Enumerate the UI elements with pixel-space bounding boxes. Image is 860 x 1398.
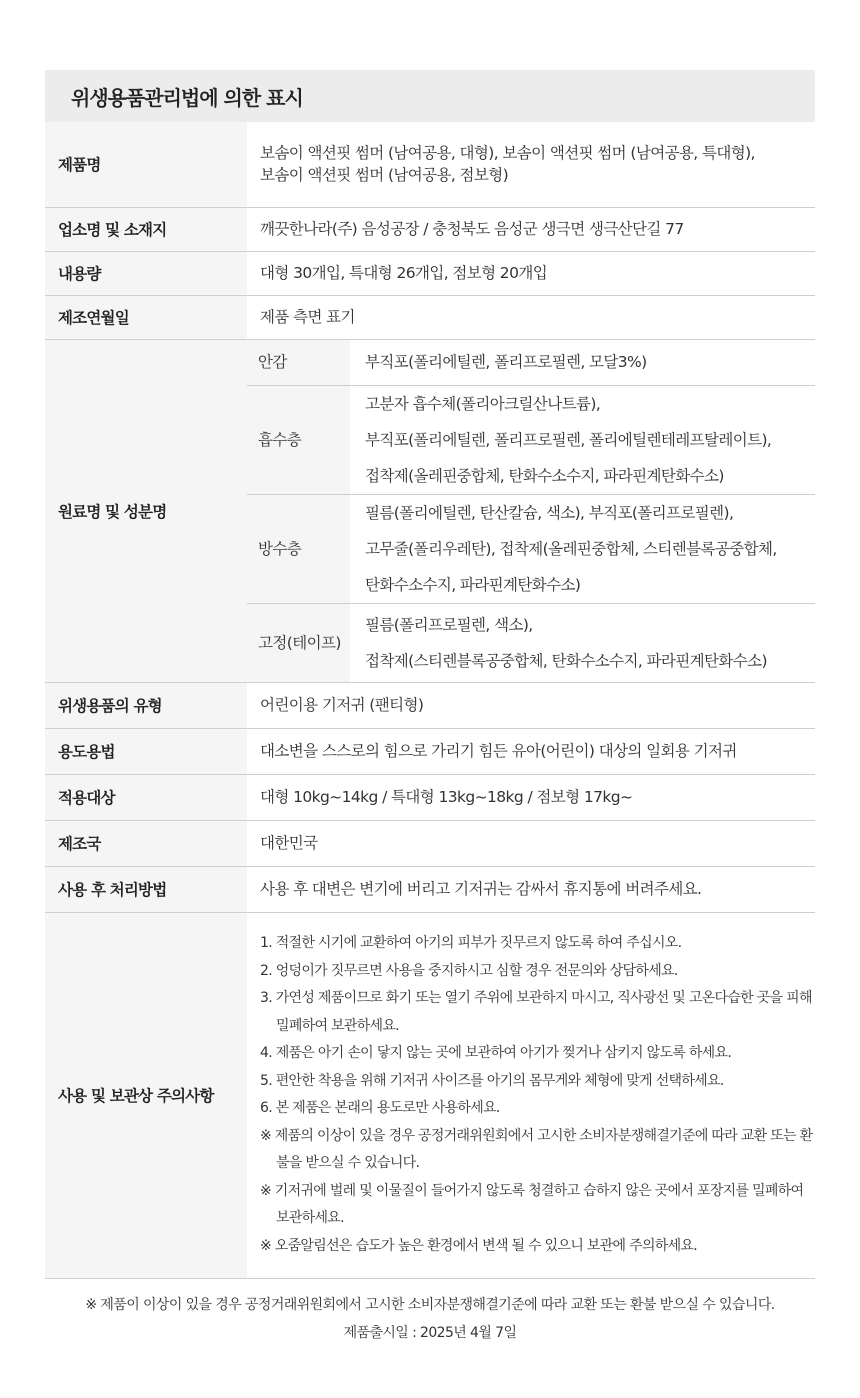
value-country: 대한민국 (247, 820, 815, 866)
row-materials (45, 339, 815, 682)
row-type (45, 682, 815, 728)
row-product-name (45, 122, 815, 207)
material-line: 접착제(스티렌블록공중합체, 탄화수소수지, 파라핀계탄화수소) (365, 651, 767, 670)
label-mfg-date: 제조연월일 (45, 295, 247, 339)
value-cautions (247, 912, 815, 1278)
value-company: 깨끗한나라(주) 음성공장 / 충청북도 음성군 생극면 생극산단길 77 (247, 207, 815, 251)
caution-item: 2. 엉덩이가 짓무르면 사용을 중지하시고 심할 경우 전문의와 상담하세요. (260, 962, 678, 979)
caution-item: 4. 제품은 아기 손이 닿지 않는 곳에 보관하여 아기가 찢거나 삼키지 않도록 하세요. (260, 1045, 732, 1061)
value-materials (247, 339, 815, 682)
material-line: 필름(폴리에틸렌, 탄산칼슘, 색소), 부직포(폴리프로필렌), (365, 504, 734, 522)
caution-note: ※ 제품의 이상이 있을 경우 공정거래위원회에서 고시한 소비자분쟁해결기준에 따라 교환 또는 환불을 받으실 수 있습니다. (260, 1127, 813, 1171)
row-disposal (45, 866, 815, 912)
material-row (247, 604, 815, 682)
material-name: 흡수층 (247, 386, 350, 495)
caution-note: ※ 기저귀에 벌레 및 이물질이 들어가지 않도록 청결하고 습하지 않은 곳에서 포장지를 밀폐하여 보관하세요. (260, 1182, 804, 1226)
material-detail (350, 604, 815, 682)
label-target: 적용대상 (45, 774, 247, 820)
value-type: 어린이용 기저귀 (팬티형) (247, 682, 815, 728)
caution-note: ※ 오줌알림선은 습도가 높은 환경에서 변색 될 수 있으니 보관에 주의하세요. (260, 1237, 698, 1254)
material-row (247, 340, 815, 386)
material-detail (350, 386, 815, 495)
material-detail (350, 495, 815, 604)
caution-item: 6. 본 제품은 본래의 용도로만 사용하세요. (260, 1100, 500, 1116)
value-contents: 대형 30개입, 특대형 26개입, 점보형 20개입 (247, 251, 815, 295)
caution-item: 3. 가연성 제품이므로 화기 또는 열기 주위에 보관하지 마시고, 직사광선 및 고온다습한 곳을 피해 밀폐하여 보관하세요. (260, 990, 812, 1034)
sheet-title: 위생용품관리법에 의한 표시 (45, 70, 815, 122)
value-product-name-line2: 보솜이 액션핏 썸머 (남여공용, 점보형) (260, 166, 509, 185)
caution-item: 5. 편안한 착용을 위해 기저귀 사이즈를 아기의 몸무게와 체형에 맞게 선택하세요. (260, 1072, 724, 1089)
row-company (45, 207, 815, 251)
material-detail (350, 340, 815, 386)
label-product-name: 제품명 (45, 122, 247, 207)
release-date: 제품출시일 : 2025년 4월 7일 (343, 1325, 517, 1341)
row-cautions (45, 912, 815, 1278)
label-disposal: 사용 후 처리방법 (45, 866, 247, 912)
row-target (45, 774, 815, 820)
value-mfg-date: 제품 측면 표기 (247, 295, 815, 339)
info-table (45, 122, 815, 1279)
row-country (45, 820, 815, 866)
value-usage: 대소변을 스스로의 힘으로 가리기 힘든 유아(어린이) 대상의 일회용 기저귀 (247, 728, 815, 774)
material-line: 탄화수소수지, 파라핀계탄화수소) (365, 576, 581, 594)
row-contents (45, 251, 815, 295)
value-product-name-line1: 보솜이 액션핏 썸머 (남여공용, 대형), 보솜이 액션핏 썸머 (남여공용, 특대형), (260, 144, 755, 163)
label-country: 제조국 (45, 820, 247, 866)
footer-note: ※ 제품이 이상이 있을 경우 공정거래위원회에서 고시한 소비자분쟁해결기준에 따라 교환 또는 환불 받으실 수 있습니다. (85, 1297, 775, 1313)
cautions-notes (260, 1123, 815, 1261)
caution-item: 1. 적절한 시기에 교환하여 아기의 피부가 짓무르지 않도록 하여 주십시오. (260, 935, 682, 951)
material-row (247, 495, 815, 604)
material-name: 방수층 (247, 495, 350, 604)
material-line: 고무줄(폴리우레탄), 접착제(올레핀중합체, 스티렌블록공중합체, (365, 540, 777, 558)
value-disposal: 사용 후 대변은 변기에 버리고 기저귀는 감싸서 휴지통에 버려주세요. (247, 866, 815, 912)
label-type: 위생용품의 유형 (45, 682, 247, 728)
materials-subtable (247, 340, 815, 682)
material-line: 고분자 흡수체(폴리아크릴산나트륨), (365, 395, 601, 413)
label-contents: 내용량 (45, 251, 247, 295)
label-materials: 원료명 및 성분명 (45, 339, 247, 682)
material-name: 안감 (247, 340, 350, 386)
cautions-list (260, 930, 815, 1123)
material-line: 부직포(폴리에틸렌, 폴리프로필렌, 폴리에틸렌테레프탈레이트), (365, 431, 772, 449)
material-line: 필름(폴리프로필렌, 색소), (365, 615, 533, 634)
value-target: 대형 10kg~14kg / 특대형 13kg~18kg / 점보형 17kg~ (247, 774, 815, 820)
label-company: 업소명 및 소재지 (45, 207, 247, 251)
material-line: 부직포(폴리에틸렌, 폴리프로필렌, 모달3%) (365, 353, 647, 372)
label-usage: 용도용법 (45, 728, 247, 774)
row-mfg-date (45, 295, 815, 339)
material-row (247, 386, 815, 495)
label-cautions: 사용 및 보관상 주의사항 (45, 912, 247, 1278)
row-usage (45, 728, 815, 774)
material-name: 고정(테이프) (247, 604, 350, 682)
material-line: 접착제(올레핀중합체, 탄화수소수지, 파라핀계탄화수소) (365, 467, 724, 485)
value-product-name (247, 122, 815, 207)
label-sheet (45, 70, 815, 1279)
